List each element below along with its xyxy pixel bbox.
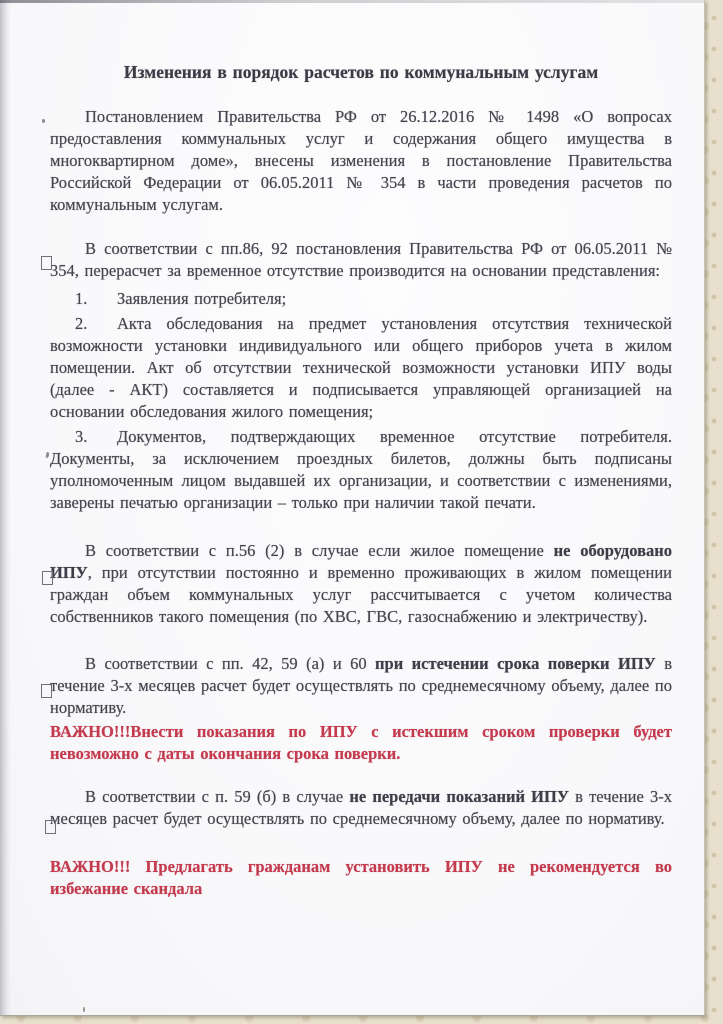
- list-item-2-text: Акта обследования на предмет установления отсутствия технической возможности установки индивидуального или общего приборов учета в жилом помещении. Акт об отсутствии технической возможности установки ИПУ воды (далее - АКТ) составляется и подписывается управляющей организацией на основании обследования жилого помещения;: [50, 314, 672, 421]
- list-item-2-number: 2.: [75, 314, 88, 333]
- paragraph-p56-pre: В соответствии с п.56 (2) в случае если жилое помещение: [85, 541, 554, 560]
- paragraph-p42: [50, 653, 672, 719]
- scan-artifact-square-2: [42, 571, 53, 585]
- list-item-1-number: 1.: [75, 289, 88, 308]
- intro-paragraph: Постановлением Правительства РФ от 26.12.2016 № 1498 «О вопросах предоставления коммунальных услуг и содержания общего имущества в многоквартирном доме», внесены изменения в постановление Правительства Российской Федерации от 06.05.2011 № 354 в части проведения расчетов по коммунальным услугам.: [50, 107, 672, 214]
- paragraph-p59-pre: В соответствии с п. 59 (б) в случае: [85, 787, 350, 806]
- list-item-3-text: Документов, подтверждающих временное отсутствие потребителя. Документы, за исключением проездных билетов, должны быть подписаны уполномоченным лицом выдавшей их организации, и соответствии с изменениями, заверены печатью организации – только при наличии такой печати.: [50, 427, 672, 512]
- list-item-2: [50, 313, 672, 423]
- warning-text-2: ВАЖНО!!! Предлагать гражданам установить ИПУ не рекомендуется во избежание скандала: [50, 857, 672, 898]
- scan-artifact-square-4: [45, 820, 56, 834]
- paragraph-p59: [50, 786, 672, 830]
- scan-artifact-square-3: [41, 684, 52, 698]
- scan-artifact-square-1: [41, 256, 52, 270]
- warning-text-1: ВАЖНО!!!Внести показания по ИПУ с истекшим сроком проверки будет невозможно с даты окончания срока поверки.: [50, 722, 672, 763]
- paragraph-p56-bold: не оборудовано ИПУ: [50, 541, 673, 582]
- scan-artifact-speck-3: [83, 1007, 85, 1012]
- list-item-3: [50, 426, 672, 514]
- page-title: Изменения в порядок расчетов по коммунальным услугам: [123, 62, 599, 82]
- paragraph-p56-post: , при отсутствии постоянно и временно проживающих в жилом помещении граждан объем коммунальных услуг рассчитывается с учетом количества собственников такого помещения (по ХВС, ГВС, газоснабжению и электричеству).: [50, 563, 672, 626]
- paragraph-p59-post: в течение 3-х месяцев расчет будет осуществлять по среднемесячному объему, далее по нормативу.: [50, 787, 672, 828]
- list-item-1: [50, 288, 672, 310]
- list-item-3-number: 3.: [75, 427, 88, 446]
- paragraph-p42-pre: В соответствии с пп. 42, 59 (а) и 60: [85, 654, 376, 673]
- paragraph-p42-post: в течение 3-х месяцев расчет будет осуществлять по среднемесячному объему, далее по нормативу.: [50, 654, 672, 717]
- document-body: [50, 0, 672, 900]
- list-item-1-text: Заявления потребителя;: [117, 289, 287, 308]
- scan-artifact-speck-2: [45, 452, 49, 458]
- scan-artifact-speck-1: [42, 119, 45, 123]
- scan-left-edge-shadow: [0, 0, 11, 1015]
- paragraph-p56: [50, 540, 672, 628]
- recalculation-paragraph: В соответствии с пп.86, 92 постановления Правительства РФ от 06.05.2011 № 354, перерасчет за временное отсутствие производится на основании представления:: [50, 239, 672, 280]
- grounds-list: [50, 288, 672, 514]
- paragraph-p42-bold: при истечении срока поверки ИПУ: [375, 654, 656, 673]
- paragraph-p59-bold: не передачи показаний ИПУ: [349, 787, 569, 806]
